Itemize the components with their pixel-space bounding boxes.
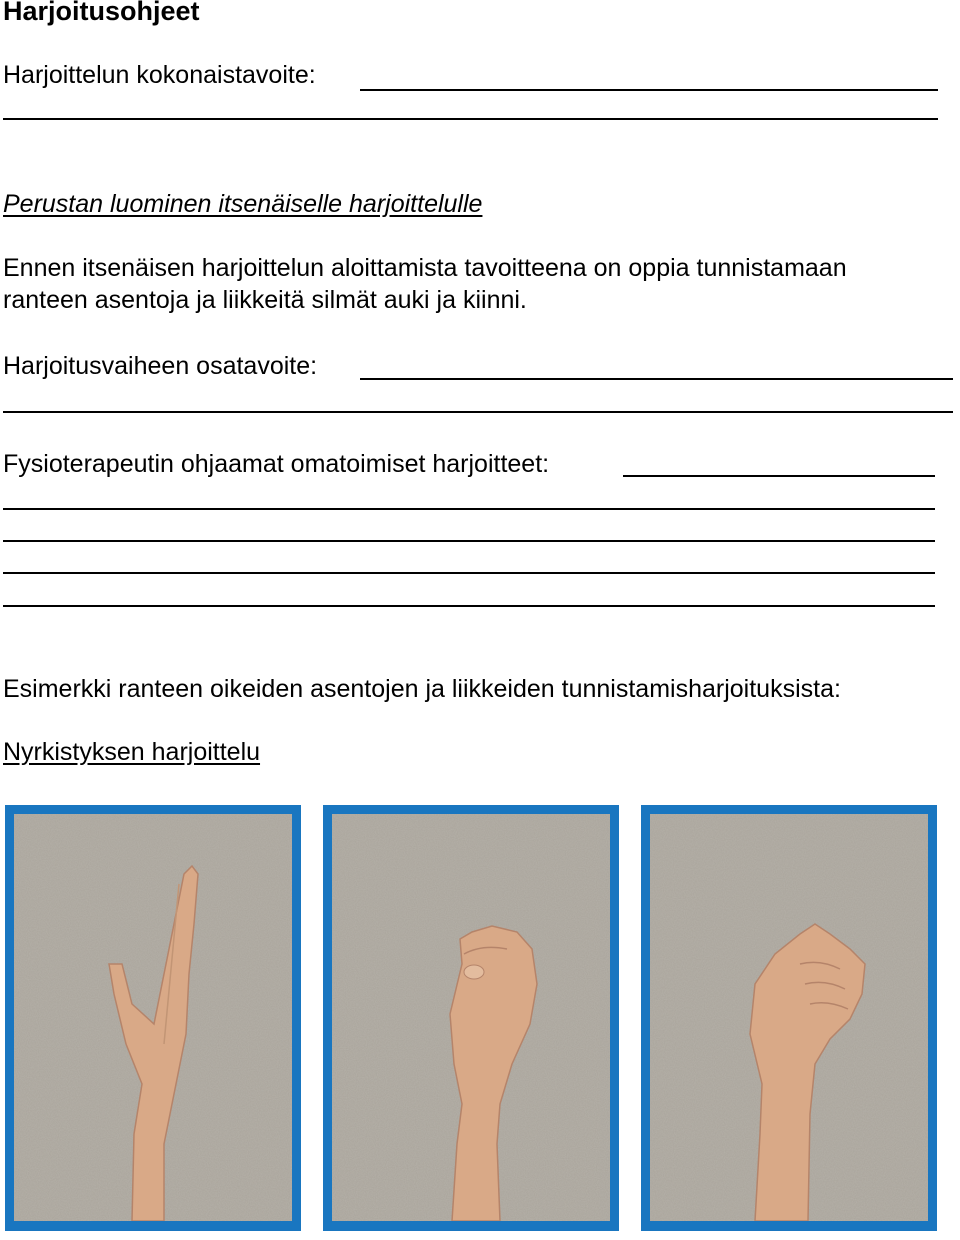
phase-goal-line-2 — [3, 411, 953, 413]
phase-goal-label: Harjoitusvaiheen osatavoite: — [3, 352, 318, 380]
document-title: Harjoitusohjeet — [3, 0, 200, 26]
exercises-line-2 — [3, 508, 935, 510]
example-text: Esimerkki ranteen oikeiden asentojen ja liikkeiden tunnistamisharjoituksista: — [3, 675, 841, 703]
intro-line-2: ranteen asentoja ja liikkeitä silmät auki ja kiinni. — [3, 286, 527, 314]
full-fist-image — [650, 814, 928, 1221]
exercises-label: Fysioterapeutin ohjaamat omatoimiset harjoitteet: — [3, 450, 550, 478]
exercises-line-4 — [3, 572, 935, 574]
open-hand-image — [14, 814, 292, 1221]
overall-goal-label: Harjoittelun kokonaistavoite: — [3, 61, 316, 89]
photo-hook-fist — [323, 805, 619, 1231]
subheading: Nyrkistyksen harjoittelu — [3, 738, 261, 766]
exercises-line-5 — [3, 605, 935, 607]
intro-line-1: Ennen itsenäisen harjoittelun aloittamista tavoitteena on oppia tunnistamaan — [3, 254, 847, 282]
section-heading: Perustan luominen itsenäiselle harjoittelulle — [3, 190, 483, 218]
phase-goal-line-1 — [360, 378, 953, 380]
exercises-line-1 — [623, 475, 935, 477]
hook-fist-image — [332, 814, 610, 1221]
fingertip — [464, 965, 484, 979]
exercises-line-3 — [3, 540, 935, 542]
photo-full-fist — [641, 805, 937, 1231]
photo-open-hand — [5, 805, 301, 1231]
overall-goal-line-2 — [3, 118, 938, 120]
overall-goal-line-1 — [360, 89, 938, 91]
